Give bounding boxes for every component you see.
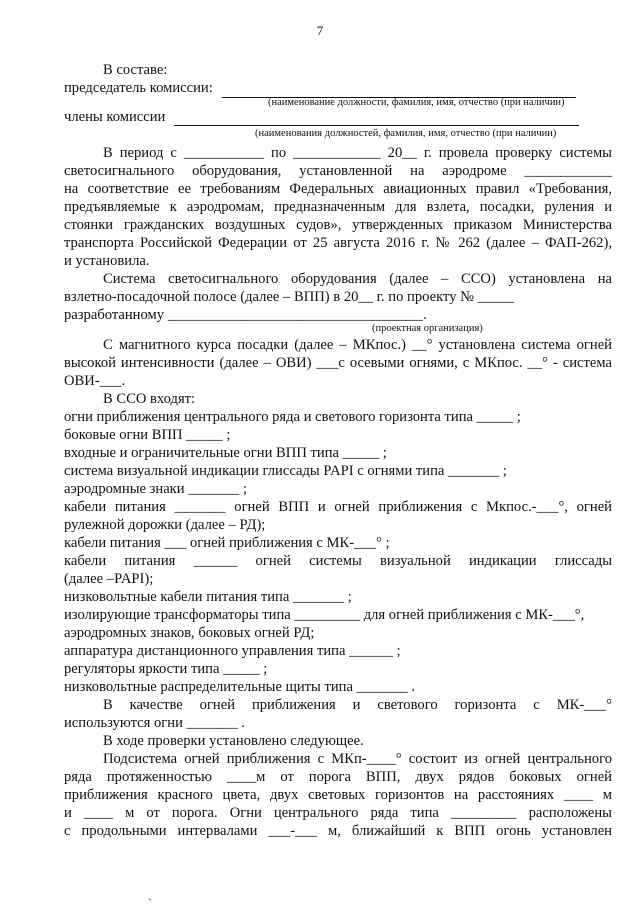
list-item: система визуальной индикации глиссады PAPI с огнями типа _______ ;	[64, 463, 507, 479]
period-line: В период с ___________ по ____________ 20__ г. провела проверку системы	[103, 145, 612, 161]
subsystem-line: приближения красного цвета, двух световых горизонтов на расстояниях ____ м	[64, 787, 612, 803]
course-line: высокой интенсивности (далее – ОВИ) ___с осевыми огнями, с МКпос. __° - система	[64, 355, 612, 371]
project-org-caption: (проектная организация)	[372, 323, 483, 334]
list-item: кабели питания ______ огней системы визуальной индикации глиссады	[64, 553, 612, 569]
list-item: кабели питания _______ огней ВПП и огней приближения с Мкпос.-___°, огней	[64, 499, 612, 515]
list-item: огни приближения центрального ряда и светового горизонта типа _____ ;	[64, 409, 521, 425]
period-line: транспорта Российской Федерации от 25 августа 2016 г. № 262 (далее – ФАП-262),	[64, 235, 612, 251]
course-line: С магнитного курса посадки (далее – МКпос.) __° установлена система огней	[103, 337, 612, 353]
course-line: ОВИ-___.	[64, 373, 126, 389]
margin-mark: ˏ	[148, 887, 152, 901]
members-underline	[174, 125, 579, 126]
page-number: 7	[316, 23, 324, 38]
subsystem-line: ряда протяженностью ____м от порога ВПП, двух рядов боковых огней	[64, 769, 612, 785]
members-caption: (наименования должностей, фамилия, имя, отчество (при наличии)	[255, 128, 557, 139]
list-item: аэродромные знаки _______ ;	[64, 481, 248, 497]
list-item: боковые огни ВПП _____ ;	[64, 427, 231, 443]
list-item: аэродромных знаков, боковых огней РД;	[64, 625, 315, 641]
composition-heading: В составе:	[103, 62, 168, 78]
subsystem-line: с продольными интервалами ___-___ м, ближайший к ВПП огонь установлен	[64, 823, 612, 839]
period-line: стоянки гражданских воздушных судов», утвержденных приказом Министерства	[64, 217, 612, 233]
chairman-label: председатель комиссии:	[64, 80, 213, 96]
chairman-caption: (наименование должности, фамилия, имя, отчество (при наличии)	[268, 97, 565, 108]
approach-line: используются огни _______ .	[64, 715, 245, 731]
sso-line: взлетно-посадочной полосе (далее – ВПП) в 20__ г. по проекту № _____	[64, 289, 515, 305]
findings-heading: В ходе проверки установлено следующее.	[103, 733, 364, 749]
period-line: предъявляемые к аэродромам, предназначенным для взлета, посадки, руления и	[64, 199, 612, 215]
members-label: члены комиссии	[64, 109, 166, 125]
list-item: изолирующие трансформаторы типа _________ для огней приближения с МК-___°,	[64, 607, 585, 623]
list-item: кабели питания ___ огней приближения с МК-___° ;	[64, 535, 390, 551]
period-line: и установила.	[64, 253, 150, 269]
list-item: низковольтные распределительные щиты типа _______ .	[64, 679, 415, 695]
sso-line: разработанному ___________________________________.	[64, 307, 427, 323]
list-item: низковольтные кабели питания типа _______ ;	[64, 589, 352, 605]
includes-heading: В ССО входят:	[103, 391, 196, 407]
period-line: светосигнального оборудования, установленной на аэродроме ____________	[64, 163, 612, 179]
list-item: рулежной дорожки (далее – РД);	[64, 517, 266, 533]
subsystem-line: Подсистема огней приближения с МКп-____° состоит из огней центрального	[103, 751, 612, 767]
subsystem-line: и ____ м от порога. Огни центрального ряда типа _________ расположены	[64, 805, 612, 821]
approach-line: В качестве огней приближения и светового горизонта с МК-___°	[103, 697, 612, 713]
list-item: регуляторы яркости типа _____ ;	[64, 661, 268, 677]
list-item: (далее –PAPI);	[64, 571, 154, 587]
sso-line: Система светосигнального оборудования (далее – ССО) установлена на	[103, 271, 612, 287]
period-line: на соответствие ее требованиям Федеральных авиационных правил «Требования,	[64, 181, 612, 197]
list-item: аппаратура дистанционного управления типа ______ ;	[64, 643, 401, 659]
list-item: входные и ограничительные огни ВПП типа _____ ;	[64, 445, 387, 461]
